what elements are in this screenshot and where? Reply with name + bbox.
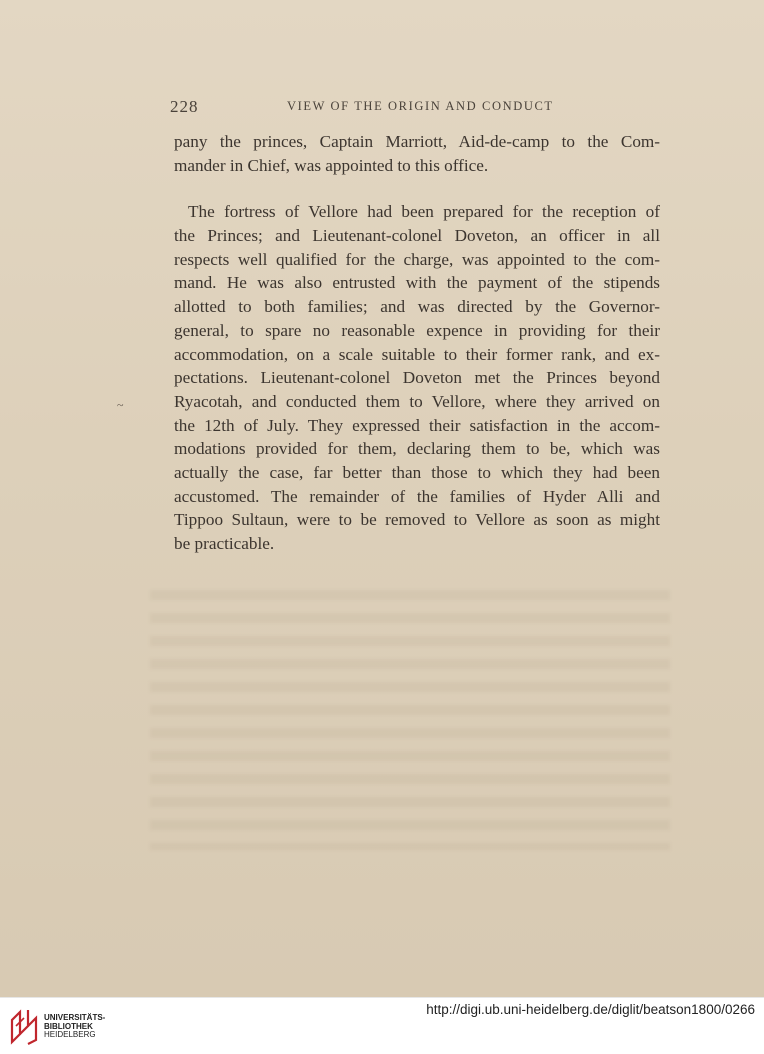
text-line: actually the case, far better than those to which they had been — [174, 462, 660, 482]
text-line: Ryacotah, and conducted them to Vellore, where they arrived on — [174, 391, 660, 411]
paragraph-gap — [174, 177, 660, 200]
page-number: 228 — [170, 97, 199, 116]
text-line: pany the princes, Captain Marriott, Aid-de-camp to the Com- — [174, 132, 660, 151]
running-head — [170, 97, 660, 117]
library-name — [44, 1014, 105, 1040]
show-through-texture — [150, 590, 670, 850]
text-line: pectations. Lieutenant-colonel Doveton met the Princes beyond — [174, 368, 660, 388]
library-name-line-3: HEIDELBERG — [44, 1030, 96, 1039]
running-head-title: VIEW OF THE ORIGIN AND CONDUCT — [287, 99, 554, 113]
text-line: allotted to both families; and was directed by the Governor- — [174, 297, 660, 317]
text-line: modations provided for them, declaring them to be, which was — [174, 439, 660, 459]
library-name-line-1: UNIVERSITÄTS- — [44, 1013, 106, 1022]
text-line: mander in Chief, was appointed to this office. — [174, 155, 489, 175]
library-name-line-2: BIBLIOTHEK — [44, 1021, 93, 1031]
text-line: be practicable. — [174, 534, 275, 553]
text-line: general, to spare no reasonable expence in providing for their — [174, 320, 660, 340]
text-line: The fortress of Vellore had been prepared for the reception of — [188, 202, 660, 222]
permalink-url[interactable]: http://digi.ub.uni-heidelberg.de/diglit/beatson1800/0266 — [426, 1002, 755, 1017]
body-text — [174, 130, 660, 556]
text-line: mand. He was also entrusted with the payment of the stipends — [174, 273, 660, 293]
text-line: accommodation, on a scale suitable to their former rank, and ex- — [174, 344, 660, 364]
library-emblem-icon — [8, 1006, 42, 1046]
viewer-footer — [0, 997, 764, 1054]
text-line: accustomed. The remainder of the families of Hyder Alli and — [174, 486, 660, 506]
text-line: Tippoo Sultaun, were to be removed to Vellore as soon as might — [174, 510, 660, 530]
text-line: the Princes; and Lieutenant-colonel Doveton, an officer in all — [174, 226, 660, 246]
text-line: the 12th of July. They expressed their satisfaction in the accom- — [174, 415, 660, 435]
university-library-logo — [8, 1006, 42, 1046]
text-line: respects well qualified for the charge, was appointed to the com- — [174, 249, 660, 269]
margin-mark: ~ — [117, 398, 124, 412]
